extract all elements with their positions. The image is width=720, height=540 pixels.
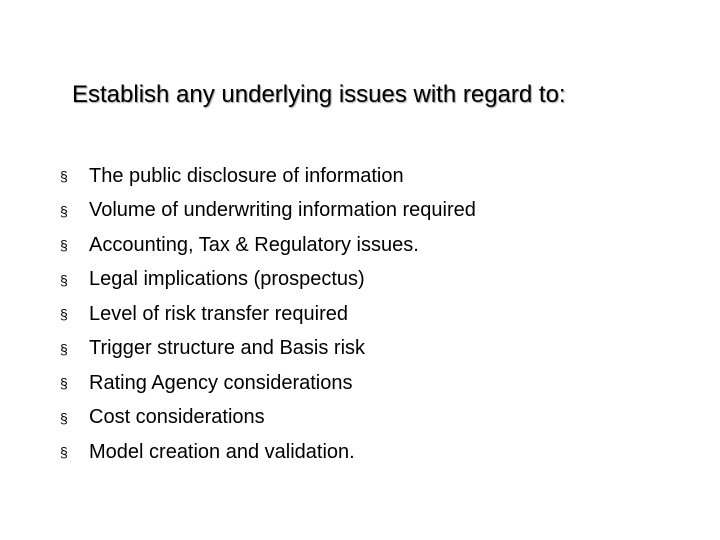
bullet-text: The public disclosure of information: [89, 164, 404, 187]
bullet-item: [60, 194, 476, 229]
bullet-marker-icon: §: [60, 237, 68, 254]
slide-title: Establish any underlying issues with regard to:: [72, 81, 566, 108]
bullet-text: Volume of underwriting information required: [89, 199, 476, 222]
bullet-text: Cost considerations: [89, 406, 265, 429]
bullet-marker-icon: §: [60, 409, 68, 426]
bullet-marker-icon: §: [60, 271, 68, 288]
bullet-item: [60, 228, 476, 263]
bullet-item: [60, 366, 476, 401]
bullet-marker-icon: §: [60, 340, 68, 357]
bullet-marker-icon: §: [60, 444, 68, 461]
bullet-marker-icon: §: [60, 375, 68, 392]
bullet-text: Legal implications (prospectus): [89, 268, 365, 291]
bullet-marker-icon: §: [60, 168, 68, 185]
bullet-item: [60, 435, 476, 470]
bullet-text: Trigger structure and Basis risk: [89, 337, 366, 360]
bullet-text: Rating Agency considerations: [89, 371, 353, 394]
bullet-item: [60, 263, 476, 298]
bullet-item: [60, 297, 476, 332]
bullet-item: [60, 159, 476, 194]
bullet-item: [60, 332, 476, 367]
bullet-list: [60, 159, 476, 470]
bullet-item: [60, 401, 476, 436]
bullet-text: Model creation and validation.: [89, 440, 355, 463]
bullet-marker-icon: §: [60, 202, 68, 219]
bullet-text: Accounting, Tax & Regulatory issues.: [89, 233, 419, 256]
bullet-text: Level of risk transfer required: [89, 302, 349, 325]
bullet-marker-icon: §: [60, 306, 68, 323]
